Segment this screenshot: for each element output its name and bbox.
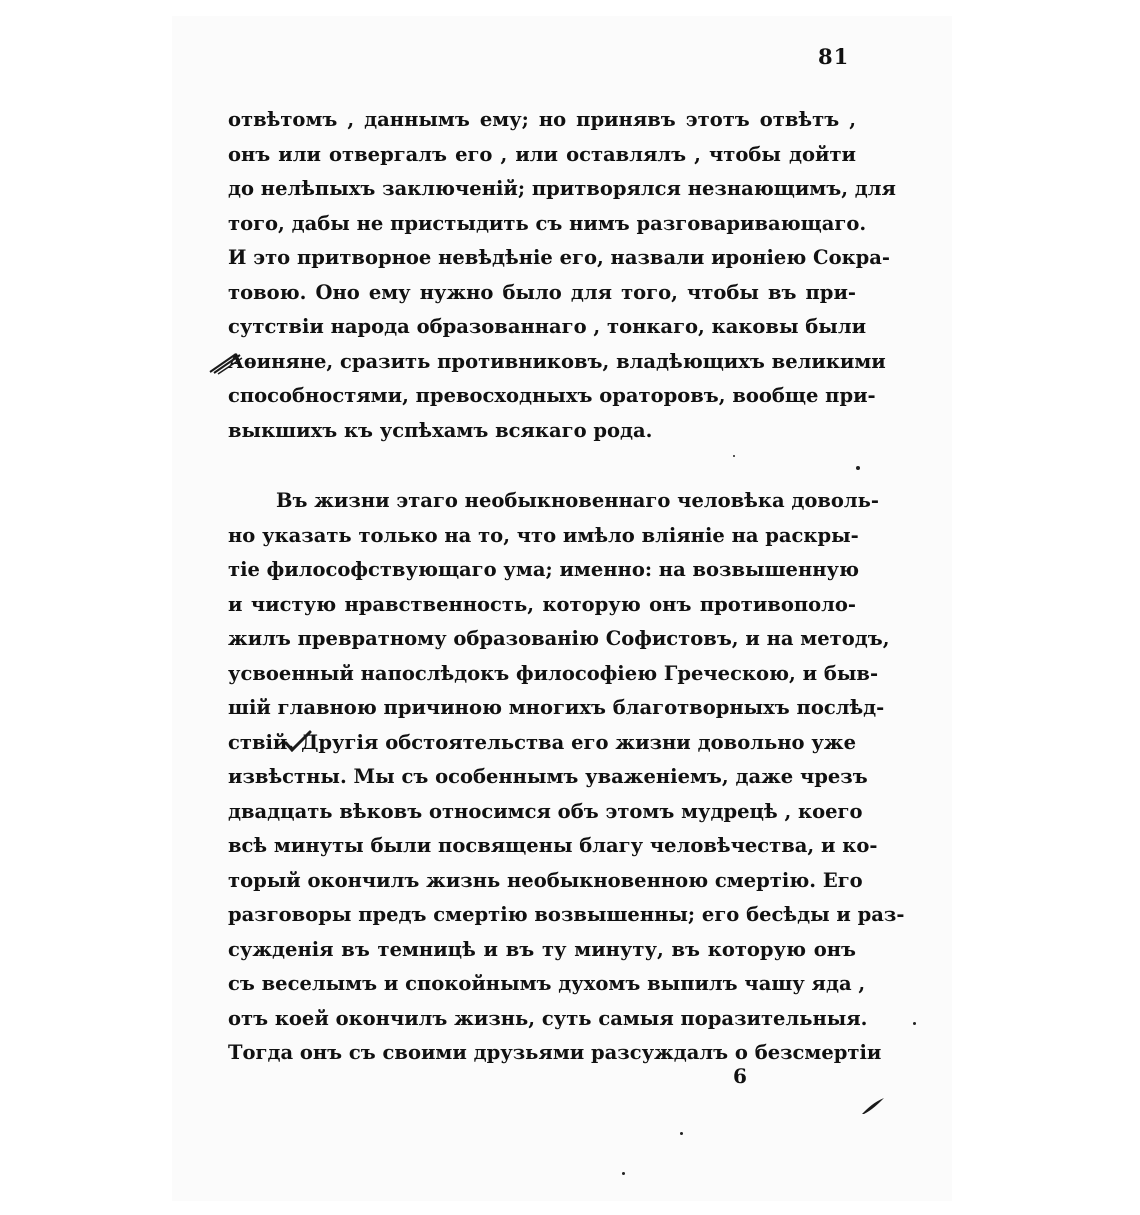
- text-line: онъ или отвергалъ его , или оставлялъ , чтобы дойти: [228, 142, 856, 166]
- text-line: торый окончилъ жизнь необыкновенною смертію. Его: [228, 868, 863, 892]
- margin-arrow-icon: [208, 346, 244, 376]
- quill-mark-icon: [860, 1096, 886, 1116]
- scan-speck: [622, 1172, 625, 1175]
- text-line: но указать только на то, что имѣло вліяніе на раскры-: [228, 523, 859, 547]
- page-number: 81: [818, 44, 850, 69]
- text-line: ствій. Другія обстоятельства его жизни довольно уже: [228, 730, 856, 754]
- text-line: И это притворное невѣдѣніе его, назвали ироніею Сокра-: [228, 246, 891, 269]
- text-line: усвоенный напослѣдокъ философіею Греческою, и быв-: [228, 661, 879, 685]
- text-line: разговоры предъ смертію возвышенны; его бесѣды и раз-: [228, 903, 905, 926]
- text-line: товою. Оно ему нужно было для того, чтобы въ при-: [228, 280, 856, 304]
- text-line: до нелѣпыхъ заключеній; притворялся незнающимъ, для: [228, 177, 896, 200]
- text-line: съ веселымъ и спокойнымъ духомъ выпилъ чашу яда ,: [228, 972, 866, 995]
- text-line: отъ коей окончилъ жизнь, суть самыя поразительныя.: [228, 1006, 868, 1030]
- paragraph-2: [228, 484, 905, 1071]
- text-line: сужденія въ темницѣ и въ ту минуту, въ которую онъ: [228, 937, 856, 961]
- text-line: тіе философствующаго ума; именно: на возвышенную: [228, 558, 859, 581]
- paragraph-1: [228, 103, 896, 448]
- text-line: отвѣтомъ , даннымъ ему; но принявъ этотъ отвѣтъ ,: [228, 108, 856, 131]
- text-line: жилъ превратному образованію Софистовъ, и на методъ,: [228, 627, 890, 650]
- text-line: выкшихъ къ успѣхамъ всякаго рода.: [228, 418, 653, 442]
- text-line: извѣстны. Мы съ особеннымъ уваженіемъ, даже чрезъ: [228, 765, 868, 788]
- scan-speck: [733, 455, 735, 457]
- text-line: Тогда онъ съ своими друзьями разсуждалъ о безсмертіи: [228, 1041, 882, 1064]
- check-mark-icon: [284, 730, 312, 752]
- scan-speck: [680, 1132, 683, 1135]
- text-line: Аѳиняне, сразить противниковъ, владѣющихъ великими: [228, 349, 886, 373]
- text-line: того, дабы не пристыдить съ нимъ разговаривающаго.: [228, 211, 867, 235]
- scan-speck: [856, 466, 860, 470]
- text-line: сутствіи народа образованнаго , тонкаго, каковы были: [228, 315, 867, 338]
- text-line: шій главною причиною многихъ благотворныхъ послѣд-: [228, 696, 885, 719]
- text-line: способностями, превосходныхъ ораторовъ, вообще при-: [228, 384, 876, 407]
- scan-speck: [913, 1022, 916, 1025]
- text-line: Въ жизни этаго необыкновеннаго человѣка доволь-: [276, 489, 880, 512]
- text-line: и чистую нравственность, которую онъ противополо-: [228, 592, 856, 616]
- text-line: двадцать вѣковъ относимся объ этомъ мудрецѣ , коего: [228, 799, 863, 823]
- text-line: всѣ минуты были посвящены благу человѣчества, и ко-: [228, 834, 878, 857]
- signature-mark: 6: [733, 1064, 747, 1088]
